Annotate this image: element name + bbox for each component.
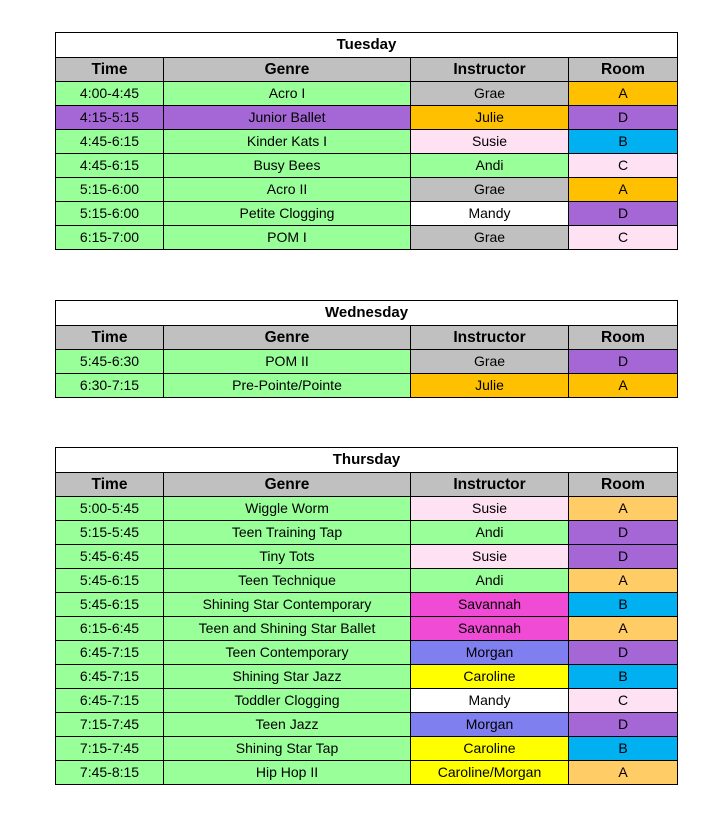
time-cell: 6:45-7:15 <box>56 689 164 713</box>
genre-cell: POM II <box>164 350 411 374</box>
time-cell: 6:15-7:00 <box>56 226 164 250</box>
room-cell: D <box>569 202 678 226</box>
genre-cell: Petite Clogging <box>164 202 411 226</box>
header-genre: Genre <box>164 58 411 82</box>
genre-cell: Teen Technique <box>164 569 411 593</box>
genre-cell: Teen Jazz <box>164 713 411 737</box>
table-row <box>56 737 678 761</box>
header-genre: Genre <box>164 326 411 350</box>
instructor-cell: Susie <box>411 497 569 521</box>
instructor-cell: Grae <box>411 178 569 202</box>
room-cell: D <box>569 521 678 545</box>
genre-cell: Acro II <box>164 178 411 202</box>
instructor-cell: Grae <box>411 82 569 106</box>
day-title: Wednesday <box>56 301 678 326</box>
time-cell: 5:00-5:45 <box>56 497 164 521</box>
room-cell: A <box>569 178 678 202</box>
genre-cell: Toddler Clogging <box>164 689 411 713</box>
time-cell: 5:45-6:45 <box>56 545 164 569</box>
table-row <box>56 178 678 202</box>
genre-cell: Teen Contemporary <box>164 641 411 665</box>
genre-cell: Hip Hop II <box>164 761 411 785</box>
instructor-cell: Caroline <box>411 665 569 689</box>
room-cell: C <box>569 226 678 250</box>
table-row <box>56 350 678 374</box>
header-room: Room <box>569 326 678 350</box>
wednesday-schedule-table <box>55 300 678 398</box>
table-row <box>56 593 678 617</box>
header-instructor: Instructor <box>411 326 569 350</box>
room-cell: A <box>569 617 678 641</box>
room-cell: D <box>569 106 678 130</box>
instructor-cell: Julie <box>411 374 569 398</box>
column-header-row <box>56 58 678 82</box>
genre-cell: Wiggle Worm <box>164 497 411 521</box>
table-row <box>56 154 678 178</box>
instructor-cell: Caroline/Morgan <box>411 761 569 785</box>
genre-cell: Junior Ballet <box>164 106 411 130</box>
time-cell: 6:15-6:45 <box>56 617 164 641</box>
room-cell: A <box>569 761 678 785</box>
instructor-cell: Mandy <box>411 202 569 226</box>
time-cell: 4:45-6:15 <box>56 130 164 154</box>
genre-cell: Teen Training Tap <box>164 521 411 545</box>
day-title: Thursday <box>56 448 678 473</box>
thursday-schedule-table <box>55 447 678 785</box>
table-row <box>56 617 678 641</box>
header-instructor: Instructor <box>411 473 569 497</box>
column-header-row <box>56 326 678 350</box>
header-time: Time <box>56 58 164 82</box>
genre-cell: Tiny Tots <box>164 545 411 569</box>
time-cell: 5:45-6:15 <box>56 569 164 593</box>
genre-cell: Shining Star Tap <box>164 737 411 761</box>
instructor-cell: Andi <box>411 569 569 593</box>
header-room: Room <box>569 58 678 82</box>
room-cell: D <box>569 641 678 665</box>
room-cell: D <box>569 350 678 374</box>
table-row <box>56 497 678 521</box>
instructor-cell: Andi <box>411 154 569 178</box>
instructor-cell: Grae <box>411 226 569 250</box>
time-cell: 7:15-7:45 <box>56 737 164 761</box>
table-row <box>56 226 678 250</box>
time-cell: 4:45-6:15 <box>56 154 164 178</box>
time-cell: 7:45-8:15 <box>56 761 164 785</box>
instructor-cell: Julie <box>411 106 569 130</box>
time-cell: 5:15-6:00 <box>56 202 164 226</box>
instructor-cell: Caroline <box>411 737 569 761</box>
day-title: Tuesday <box>56 33 678 58</box>
table-row <box>56 761 678 785</box>
room-cell: B <box>569 130 678 154</box>
table-row <box>56 202 678 226</box>
table-row <box>56 130 678 154</box>
genre-cell: Shining Star Jazz <box>164 665 411 689</box>
table-row <box>56 665 678 689</box>
genre-cell: Kinder Kats I <box>164 130 411 154</box>
room-cell: A <box>569 497 678 521</box>
header-instructor: Instructor <box>411 58 569 82</box>
time-cell: 5:15-6:00 <box>56 178 164 202</box>
instructor-cell: Savannah <box>411 617 569 641</box>
column-header-row <box>56 473 678 497</box>
table-row <box>56 82 678 106</box>
day-title-row <box>56 301 678 326</box>
table-row <box>56 545 678 569</box>
table-row <box>56 569 678 593</box>
header-time: Time <box>56 473 164 497</box>
time-cell: 7:15-7:45 <box>56 713 164 737</box>
table-row <box>56 689 678 713</box>
genre-cell: Shining Star Contemporary <box>164 593 411 617</box>
table-row <box>56 374 678 398</box>
room-cell: C <box>569 689 678 713</box>
table-row <box>56 106 678 130</box>
time-cell: 5:45-6:15 <box>56 593 164 617</box>
day-title-row <box>56 33 678 58</box>
genre-cell: Busy Bees <box>164 154 411 178</box>
header-time: Time <box>56 326 164 350</box>
header-genre: Genre <box>164 473 411 497</box>
instructor-cell: Mandy <box>411 689 569 713</box>
room-cell: B <box>569 665 678 689</box>
genre-cell: POM I <box>164 226 411 250</box>
time-cell: 4:00-4:45 <box>56 82 164 106</box>
instructor-cell: Morgan <box>411 641 569 665</box>
tuesday-schedule-table <box>55 32 678 250</box>
genre-cell: Teen and Shining Star Ballet <box>164 617 411 641</box>
time-cell: 5:15-5:45 <box>56 521 164 545</box>
day-title-row <box>56 448 678 473</box>
table-row <box>56 521 678 545</box>
time-cell: 5:45-6:30 <box>56 350 164 374</box>
room-cell: A <box>569 374 678 398</box>
instructor-cell: Grae <box>411 350 569 374</box>
room-cell: D <box>569 545 678 569</box>
time-cell: 6:30-7:15 <box>56 374 164 398</box>
table-row <box>56 713 678 737</box>
instructor-cell: Savannah <box>411 593 569 617</box>
room-cell: A <box>569 82 678 106</box>
room-cell: C <box>569 154 678 178</box>
time-cell: 4:15-5:15 <box>56 106 164 130</box>
room-cell: B <box>569 593 678 617</box>
instructor-cell: Susie <box>411 545 569 569</box>
time-cell: 6:45-7:15 <box>56 641 164 665</box>
room-cell: D <box>569 713 678 737</box>
genre-cell: Pre-Pointe/Pointe <box>164 374 411 398</box>
instructor-cell: Andi <box>411 521 569 545</box>
instructor-cell: Morgan <box>411 713 569 737</box>
instructor-cell: Susie <box>411 130 569 154</box>
header-room: Room <box>569 473 678 497</box>
genre-cell: Acro I <box>164 82 411 106</box>
room-cell: B <box>569 737 678 761</box>
table-row <box>56 641 678 665</box>
room-cell: A <box>569 569 678 593</box>
time-cell: 6:45-7:15 <box>56 665 164 689</box>
